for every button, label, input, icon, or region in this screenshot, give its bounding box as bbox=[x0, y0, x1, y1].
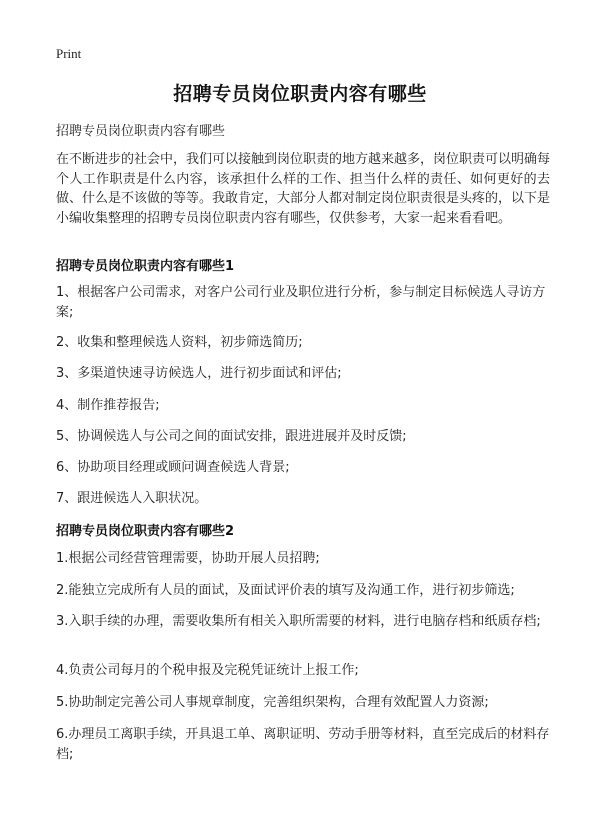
list-item: 6、协助项目经理或顾问调查候选人背景; bbox=[56, 460, 290, 475]
list-item: 7、跟进候选人入职状况。 bbox=[56, 491, 208, 506]
list-item: 6.办理员工离职手续，开具退工单、离职证明、劳动手册等材料，直至完成后的材料存档; bbox=[56, 727, 550, 762]
section-heading-2: 招聘专员岗位职责内容有哪些2 bbox=[56, 524, 235, 539]
list-item: 5.协助制定完善公司人事规章制度，完善组织架构，合理有效配置人力资源; bbox=[56, 695, 489, 710]
list-item: 1.根据公司经营管理需要，协助开展人员招聘; bbox=[56, 551, 320, 566]
list-item: 3.入职手续的办理，需要收集所有相关入职所需要的材料，进行电脑存档和纸质存档; bbox=[56, 614, 541, 629]
list-item: 4.负责公司每月的个税申报及完税凭证统计上报工作; bbox=[56, 663, 359, 678]
list-item: 2.能独立完成所有人员的面试，及面试评价表的填写及沟通工作，进行初步筛选; bbox=[56, 583, 515, 598]
article-subtitle: 招聘专员岗位职责内容有哪些 bbox=[56, 124, 226, 139]
list-item: 5、协调候选人与公司之间的面试安排，跟进进展并及时反馈; bbox=[56, 429, 407, 444]
list-item: 1、根据客户公司需求，对客户公司行业及职位进行分析，参与制定目标候选人寻访方案; bbox=[56, 285, 546, 320]
page-title: 招聘专员岗位职责内容有哪些 bbox=[173, 83, 427, 105]
intro-paragraph: 在不断进步的社会中，我们可以接触到岗位职责的地方越来越多，岗位职责可以明确每个人工作职责是什么内容，该承担什么样的工作、担当什么样的责任、如何更好的去做、什么是不该做的等等。我敢肯定，大部分人都对制定岗位职责很是头疼的，以下是小编收集整理的招聘专员岗位职责内容有哪些，仅供参考，大家一起来看看吧。 bbox=[56, 152, 551, 226]
print-link[interactable]: Print bbox=[56, 46, 82, 61]
list-item: 4、制作推荐报告; bbox=[56, 398, 160, 413]
section-heading-1: 招聘专员岗位职责内容有哪些1 bbox=[56, 259, 235, 274]
list-item: 2、收集和整理候选人资料，初步筛选简历; bbox=[56, 335, 303, 350]
list-item: 3、多渠道快速寻访候选人，进行初步面试和评估; bbox=[56, 366, 342, 381]
